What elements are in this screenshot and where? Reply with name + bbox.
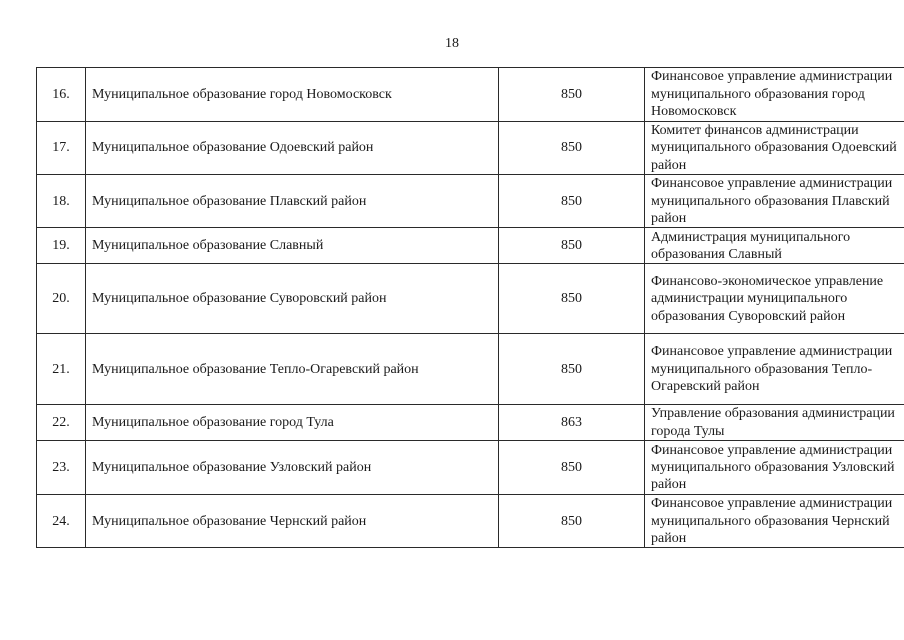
row-number: 21. (37, 334, 86, 405)
municipality-name: Муниципальное образование Узловский район (86, 441, 499, 495)
budget-code: 850 (499, 495, 645, 548)
row-number: 17. (37, 122, 86, 175)
table-row (37, 441, 904, 495)
budget-code: 850 (499, 441, 645, 495)
table-row (37, 68, 904, 122)
administrator-name: Администрация муниципального образования Славный (645, 228, 904, 264)
table-row (37, 264, 904, 334)
budget-code: 850 (499, 334, 645, 405)
administrator-name: Финансовое управление администрации муниципального образования Тепло-Огаревский район (645, 334, 904, 405)
budget-code: 850 (499, 68, 645, 122)
row-number: 19. (37, 228, 86, 264)
table-row (37, 495, 904, 548)
budget-code: 863 (499, 405, 645, 441)
row-number: 22. (37, 405, 86, 441)
municipality-name: Муниципальное образование город Новомосковск (86, 68, 499, 122)
table-row (37, 405, 904, 441)
municipality-name: Муниципальное образование Суворовский район (86, 264, 499, 334)
municipality-name: Муниципальное образование Чернский район (86, 495, 499, 548)
administrator-name: Комитет финансов администрации муниципального образования Одоевский район (645, 122, 904, 175)
row-number: 24. (37, 495, 86, 548)
administrator-name: Финансовое управление администрации муниципального образования город Новомосковск (645, 68, 904, 122)
administrator-name: Финансовое управление администрации муниципального образования Узловский район (645, 441, 904, 495)
table-row (37, 334, 904, 405)
administrator-name: Финансовое управление администрации муниципального образования Чернский район (645, 495, 904, 548)
page-number: 18 (445, 36, 459, 51)
budget-code: 850 (499, 175, 645, 228)
municipality-name: Муниципальное образование Славный (86, 228, 499, 264)
municipality-name: Муниципальное образование Одоевский район (86, 122, 499, 175)
table-row (37, 228, 904, 264)
table-row (37, 122, 904, 175)
row-number: 20. (37, 264, 86, 334)
row-number: 23. (37, 441, 86, 495)
municipality-name: Муниципальное образование Тепло-Огаревский район (86, 334, 499, 405)
administrator-name: Финансовое управление администрации муниципального образования Плавский район (645, 175, 904, 228)
budget-code: 850 (499, 264, 645, 334)
municipal-budget-table (36, 67, 904, 548)
administrator-name: Управление образования администрации города Тулы (645, 405, 904, 441)
administrator-name: Финансово-экономическое управление администрации муниципального образования Суворовский район (645, 264, 904, 334)
table-row (37, 175, 904, 228)
row-number: 18. (37, 175, 86, 228)
municipality-name: Муниципальное образование город Тула (86, 405, 499, 441)
municipality-name: Муниципальное образование Плавский район (86, 175, 499, 228)
row-number: 16. (37, 68, 86, 122)
budget-code: 850 (499, 122, 645, 175)
budget-code: 850 (499, 228, 645, 264)
